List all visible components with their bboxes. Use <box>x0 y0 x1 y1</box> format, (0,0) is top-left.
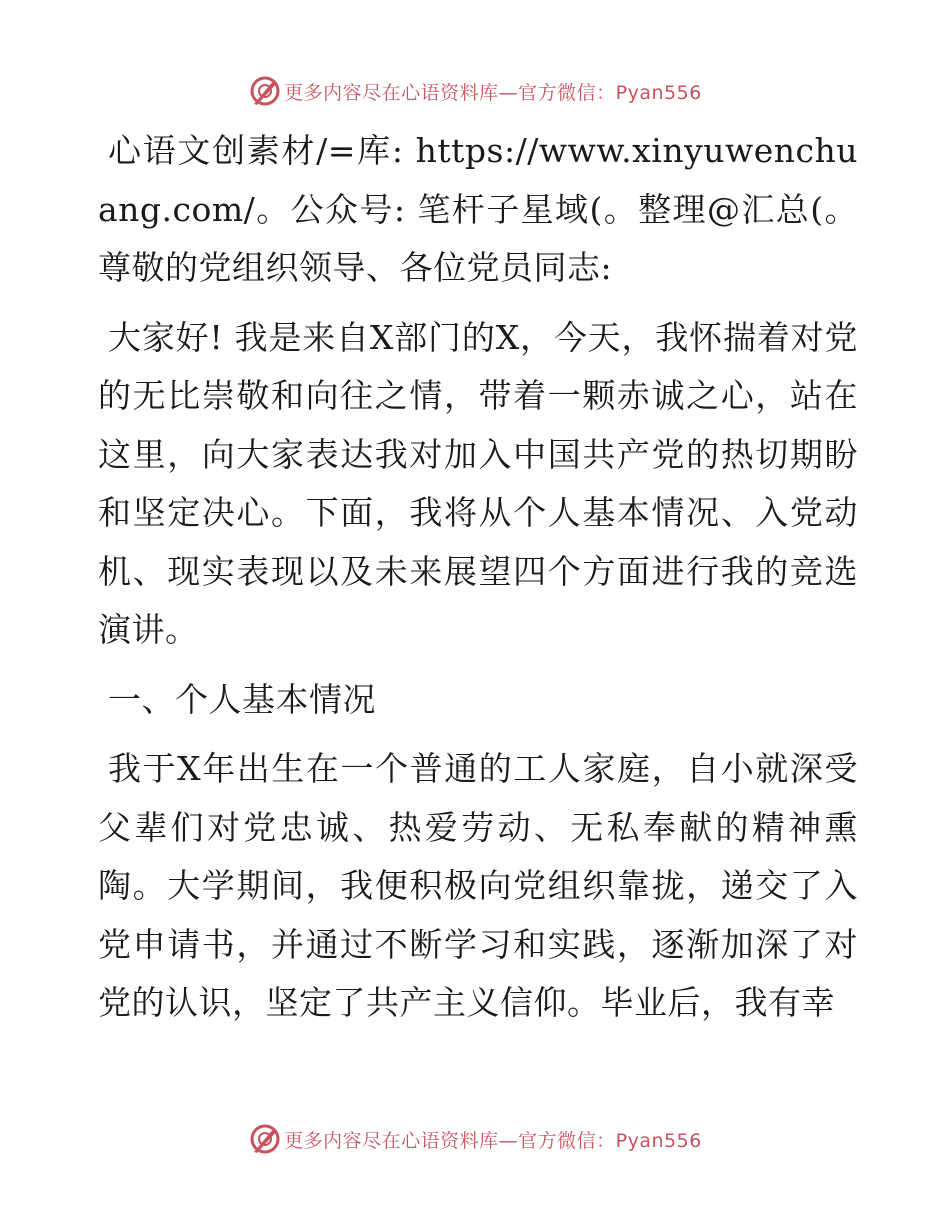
quill-seal-icon <box>248 74 282 108</box>
document-body <box>98 122 858 1044</box>
body-paragraph: 我于X年出生在一个普通的工人家庭，自小就深受父辈们对党忠诚、热爱劳动、无私奉献的精神熏陶。大学期间，我便积极向党组织靠拢，递交了入党申请书，并通过不断学习和实践，逐渐加深了对党的认识，坚定了共产主义信仰。毕业后，我有幸 <box>98 749 858 1022</box>
section-heading: 一、个人基本情况 <box>108 679 376 719</box>
footer-watermark <box>0 1117 950 1161</box>
watermark-text: 更多内容尽在心语资料库—官方微信：Pyan556 <box>284 81 702 104</box>
intro-paragraph: 心语文创素材/=库: https://www.xinyuwenchuang.com/。公众号: 笔杆子星域(。整理@汇总(。尊敬的党组织领导、各位党员同志: <box>98 131 858 287</box>
watermark-text: 更多内容尽在心语资料库—官方微信：Pyan556 <box>284 1129 702 1152</box>
greeting-paragraph: 大家好! 我是来自X部门的X，今天，我怀揣着对党的无比崇敬和向往之情，带着一颗赤诚之心，站在这里，向大家表达我对加入中国共产党的热切期盼和坚定决心。下面，我将从个人基本情况、入党动机、现实表现以及未来展望四个方面进行我的竞选演讲。 <box>98 317 858 649</box>
quill-seal-icon <box>248 1122 282 1156</box>
header-watermark <box>0 69 950 113</box>
